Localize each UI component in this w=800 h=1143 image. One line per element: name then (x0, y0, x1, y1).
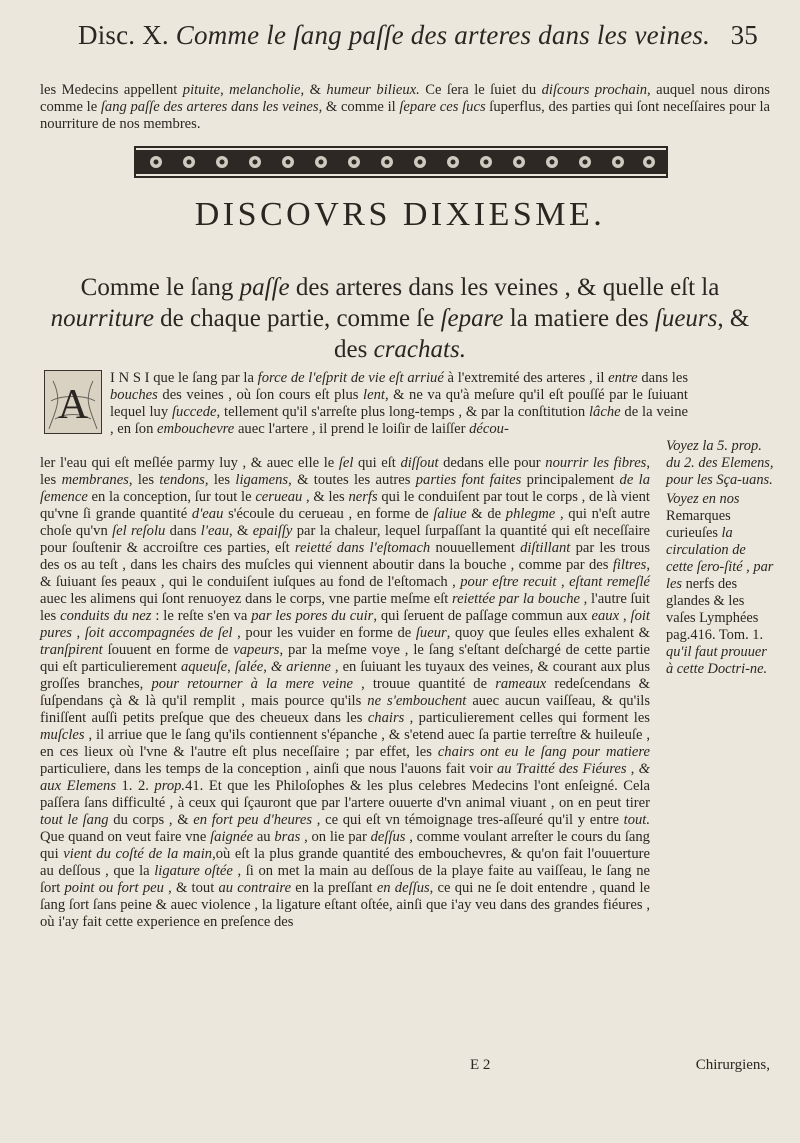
page-footer (40, 1057, 770, 1077)
chapter-subtitle: Comme le ſang paſſe des arteres dans les veines , & quelle eſt la nourriture de chaque partie, comme ſe ſepare la matiere des ſueurs, & des crachats. (50, 274, 750, 363)
svg-text:A: A (57, 382, 89, 428)
running-head (78, 20, 758, 60)
body-text-opening: I N S I que le ſang par la force de l'eſprit de vie eſt arriué à l'extremité des arteres , il entre dans les bouches des veines , où ſon cours eſt plus lent, & ne va qu'à meſure qu'il eſt pouſſé par le ſuiuant lequel luy ſuccede, tellement qu'il s'arreſte plus long-temps , & par la conſtitution lâche de la veine , en ſon embouchevre auec l'artere , il prend le loiſir de laiſſer décou- (110, 370, 688, 437)
marginal-notes (666, 438, 776, 678)
body-text: ler l'eau qui eſt meſlée parmy luy , & auec elle le ſel qui eſt diſſout dedans elle pour nourrir les fibres, les membranes, les tendons, les ligamens, & toutes les autres parties font faites principalement de la ſemence en la conception, ſur tout le cerueau , & les nerfs qui le conduiſent par tout le corps , de là vient qu'vne ſi grande quantité d'eau s'écoule du cerueau , en forme de ſaliue & de phlegme , qui n'eſt autre choſe qu'vn ſel reſolu dans l'eau, & epaiſſy par la chaleur, lequel ſurpaſſant la quantité qui eſt neceſſaire pour ſouſtenir & accroiſtre ces parties, eſt reietté dans l'eſtomach nouuellement diſtillant par les trous des os au teſt , dans les chairs des muſcles qui viennent aboutir dans la bouche , comme par des filtres, & ſuiuant ſes peaux , qui le conduiſent iuſques au fond de l'eſtomach , pour eſtre recuit , eſtant remeſlé auec les alimens qui ſont renuoyez dans le corps, vne partie meſme eſt reiettée par la bouche , l'autre ſuit les conduits du nez : le reſte s'en va par les pores du cuir, qui ſeruent de paſſage commun aux eaux , ſoit pures , ſoit accompagnées de ſel , pour les vuider en forme de ſueur, quoy que ſeules elles exhalent & tranſpirent ſouuent en forme de vapeurs, par la meſme voye , le ſang s'eſtant deſchargé de cette partie qui eſt particulierement aqueuſe, ſalée, & arienne , en ſuiuant les tuyaux des veines, & courant aux plus groſſes branches, pour retourner à la mere veine , trouue quantité de rameaux redeſcendans & ſuſpendans çà & là qu'il remplit , mais pource qu'ils ne s'embouchent auec aucun vaiſſeau, & qu'ils finiſſent auſſi petits preſque que des cheueux dans les chairs , particulierement celles qui forment les muſcles , il arriue que le ſang qu'ils contiennent s'épanche , & s'etend auec ſa partie terreſtre & huileuſe , en ces lieux où l'vne & l'autre eſt plus neceſſaire ; par effet, les chairs ont eu le ſang pour matiere particuliere, dans les temps de la conception , ainſi que nous l'auons fait voir au Traitté des Fiéures , & aux Elemens 1. 2. prop.41. Et que les Philoſophes & les plus celebres Medecins l'ont enſeigné. Cela paſſera ſans difficulté , à ceux qui ſçauront que par l'artere ouuerte d'vn animal viuant , on en peut tirer tout le ſang du corps , & en fort peu d'heures , ce qui eſt vn témoignage tres-aſſeuré qu'il y entre tout. Que quand on veut faire vne ſaignée au bras , on lie par deſſus , comme voulant arreſter le cours du ſang qui vient du coſté de la main,où eſt la plus grande quantité des embouchevres, & qu'on fait l'ouuerture au deſſous , que la ligature oſtée , ſi on met la main au deſſous de la playe faite au vaiſſeau, le ſang ne ſort point ou fort peu , & tout au contraire en la preſſant en deſſus, ce qui ne ſe doit entendre , quand le ſang ſort ſans peine & auec violence , la ligature eſtant oſtée, ainſi que i'ay veu dans des grandes fiéures , où i'ay fait cette experience en preſence des (40, 455, 651, 930)
catchword: Chirurgiens, (695, 1057, 770, 1073)
running-title: Disc. X. Comme le ſang paſſe des arteres dans les veines. (78, 20, 711, 50)
chapter-heading: DISCOVRS DIXIESME. (194, 196, 606, 233)
margin-note-2: Voyez en nos (666, 491, 740, 507)
margin-note-3: Remarques curieuſes la circulation de cette ſero-ſité , par les nerfs des glandes & les vaſes Lymphées pag.416. Tom. 1. (666, 508, 774, 643)
margin-note-4: qu'il faut prouuer à cette Doctri-ne. (666, 644, 768, 677)
previous-paragraph: les Medecins appellent pituite, melancholie, & humeur bilieux. Ce ſera le ſuiet du diſcours prochain, auquel nous dirons comme le ſang paſſe des arteres dans les veines, & comme il ſepare ces ſucs ſuperflus, des parties qui ſont neceſſaires pour la nourriture de nos membres. (40, 82, 770, 132)
decorative-band (134, 146, 668, 178)
page-number: 35 (730, 20, 758, 50)
drop-cap-graphic (45, 371, 101, 433)
decorated-initial (44, 370, 102, 434)
signature-mark: E 2 (470, 1057, 491, 1073)
margin-note-1: Voyez la 5. prop. du 2. des Elemens, pour les Sça-uans. (666, 438, 774, 488)
ornament-band-graphic (134, 146, 668, 178)
